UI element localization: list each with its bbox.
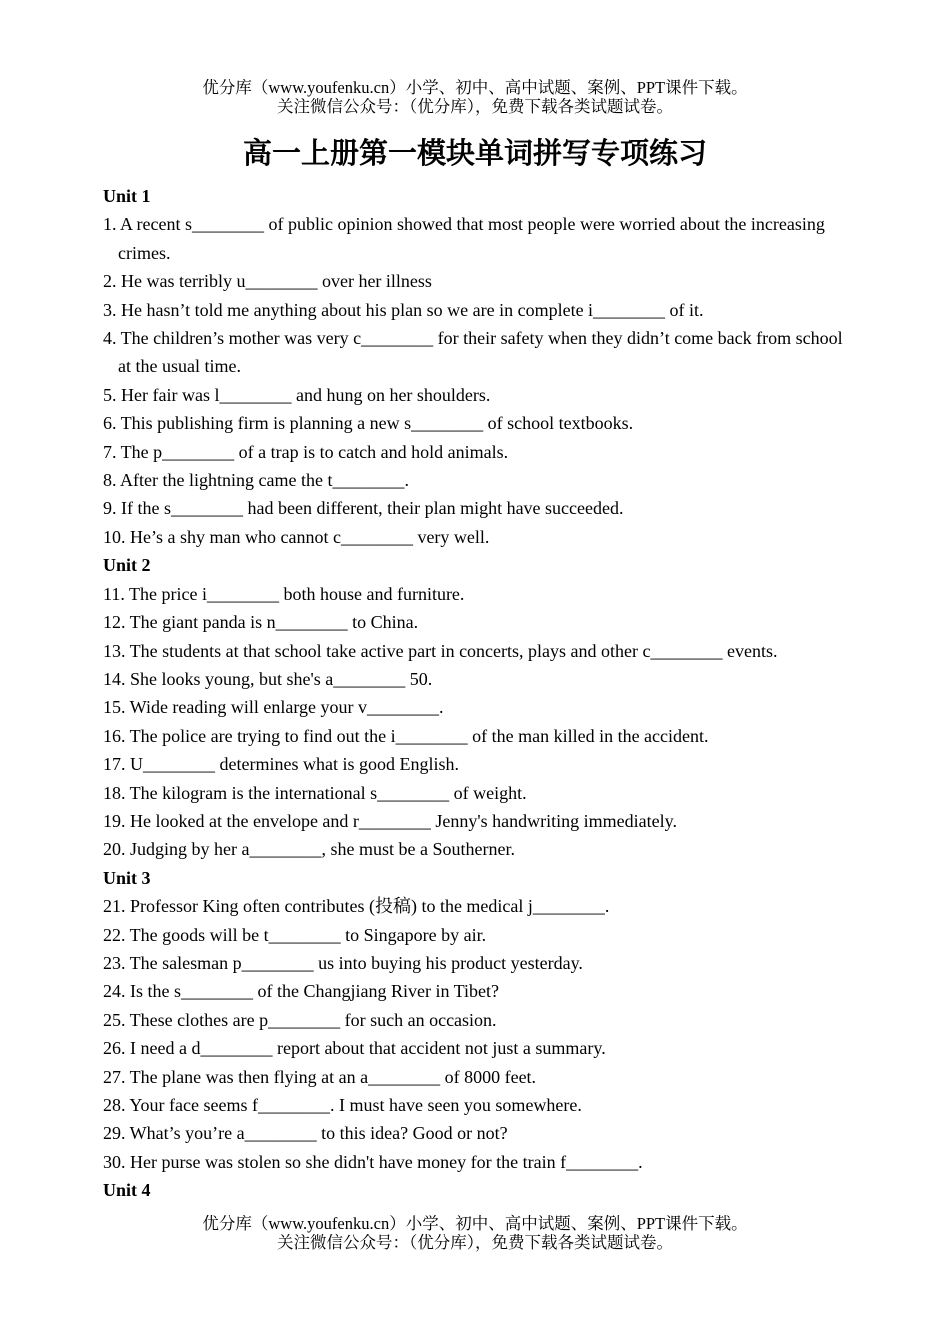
document-title: 高一上册第一模块单词拼写专项练习 bbox=[242, 136, 707, 170]
question-item: 25. These clothes are p________ for such an occasion. bbox=[103, 1009, 497, 1030]
question-item: 24. Is the s________ of the Changjiang River in Tibet? bbox=[103, 981, 499, 1002]
question-item: 16. The police are trying to find out the i________ of the man killed in the accident. bbox=[103, 725, 709, 746]
header-line-2: 关注微信公众号：（优分库），免费下载各类试题试卷。 bbox=[277, 97, 673, 116]
header-line-1: 优分库（www.youfenku.cn）小学、初中、高中试题、案例、PPT课件下载。 bbox=[202, 78, 748, 97]
question-item: 27. The plane was then flying at an a________ of 8000 feet. bbox=[103, 1066, 537, 1087]
question-item: 8. After the lightning came the t________. bbox=[103, 470, 409, 491]
unit-section-1 bbox=[103, 182, 843, 551]
exercise-content bbox=[103, 182, 843, 1205]
question-item: 12. The giant panda is n________ to China. bbox=[103, 612, 419, 633]
question-item: 9. If the s________ had been different, their plan might have succeeded. bbox=[103, 498, 624, 519]
question-item: 30. Her purse was stolen so she didn't have money for the train f________. bbox=[103, 1151, 643, 1172]
question-item: 7. The p________ of a trap is to catch and hold animals. bbox=[103, 441, 509, 462]
question-item: 3. He hasn’t told me anything about his plan so we are in complete i________ of it. bbox=[103, 299, 704, 320]
question-item: 23. The salesman p________ us into buying his product yesterday. bbox=[103, 952, 583, 973]
question-item: 13. The students at that school take active part in concerts, plays and other c________ events. bbox=[103, 640, 778, 661]
question-item: 26. I need a d________ report about that accident not just a summary. bbox=[103, 1038, 606, 1059]
unit-section-2 bbox=[103, 551, 843, 863]
unit-heading: Unit 2 bbox=[103, 555, 151, 576]
question-item: 10. He’s a shy man who cannot c________ very well. bbox=[103, 526, 490, 547]
question-item: 17. U________ determines what is good English. bbox=[103, 754, 459, 775]
question-item: 22. The goods will be t________ to Singapore by air. bbox=[103, 924, 487, 945]
question-item: 4. The children’s mother was very c________ for their safety when they didn’t come back from school at the usual time. bbox=[103, 328, 843, 377]
question-item: 28. Your face seems f________. I must have seen you somewhere. bbox=[103, 1095, 582, 1115]
question-item: 29. What’s you’re a________ to this idea? Good or not? bbox=[103, 1123, 508, 1144]
question-item: 21. Professor King often contributes (投稿) to the medical j________. bbox=[103, 896, 610, 917]
question-item: 19. He looked at the envelope and r________ Jenny's handwriting immediately. bbox=[103, 810, 677, 831]
question-item: 18. The kilogram is the international s________ of weight. bbox=[103, 782, 527, 803]
unit-section-3 bbox=[103, 864, 843, 1176]
question-item: 5. Her fair was l________ and hung on her shoulders. bbox=[103, 384, 491, 405]
page-footer bbox=[0, 1214, 950, 1252]
question-item: 1. A recent s________ of public opinion showed that most people were worried about the increasing crimes. bbox=[103, 214, 825, 263]
question-item: 6. This publishing firm is planning a new s________ of school textbooks. bbox=[103, 413, 634, 434]
footer-line-1: 优分库（www.youfenku.cn）小学、初中、高中试题、案例、PPT课件下载。 bbox=[202, 1214, 748, 1233]
question-item: 11. The price i________ both house and furniture. bbox=[103, 583, 465, 604]
unit-heading: Unit 3 bbox=[103, 867, 151, 888]
footer-line-2: 关注微信公众号：（优分库），免费下载各类试题试卷。 bbox=[277, 1233, 673, 1252]
unit-section-4 bbox=[103, 1176, 843, 1204]
question-item: 15. Wide reading will enlarge your v________. bbox=[103, 697, 444, 718]
unit-heading: Unit 4 bbox=[103, 1180, 151, 1201]
question-item: 20. Judging by her a________, she must be a Southerner. bbox=[103, 839, 515, 860]
page-header bbox=[0, 78, 950, 116]
question-item: 2. He was terribly u________ over her illness bbox=[103, 271, 432, 292]
question-item: 14. She looks young, but she's a________ 50. bbox=[103, 668, 433, 689]
unit-heading: Unit 1 bbox=[103, 186, 151, 206]
